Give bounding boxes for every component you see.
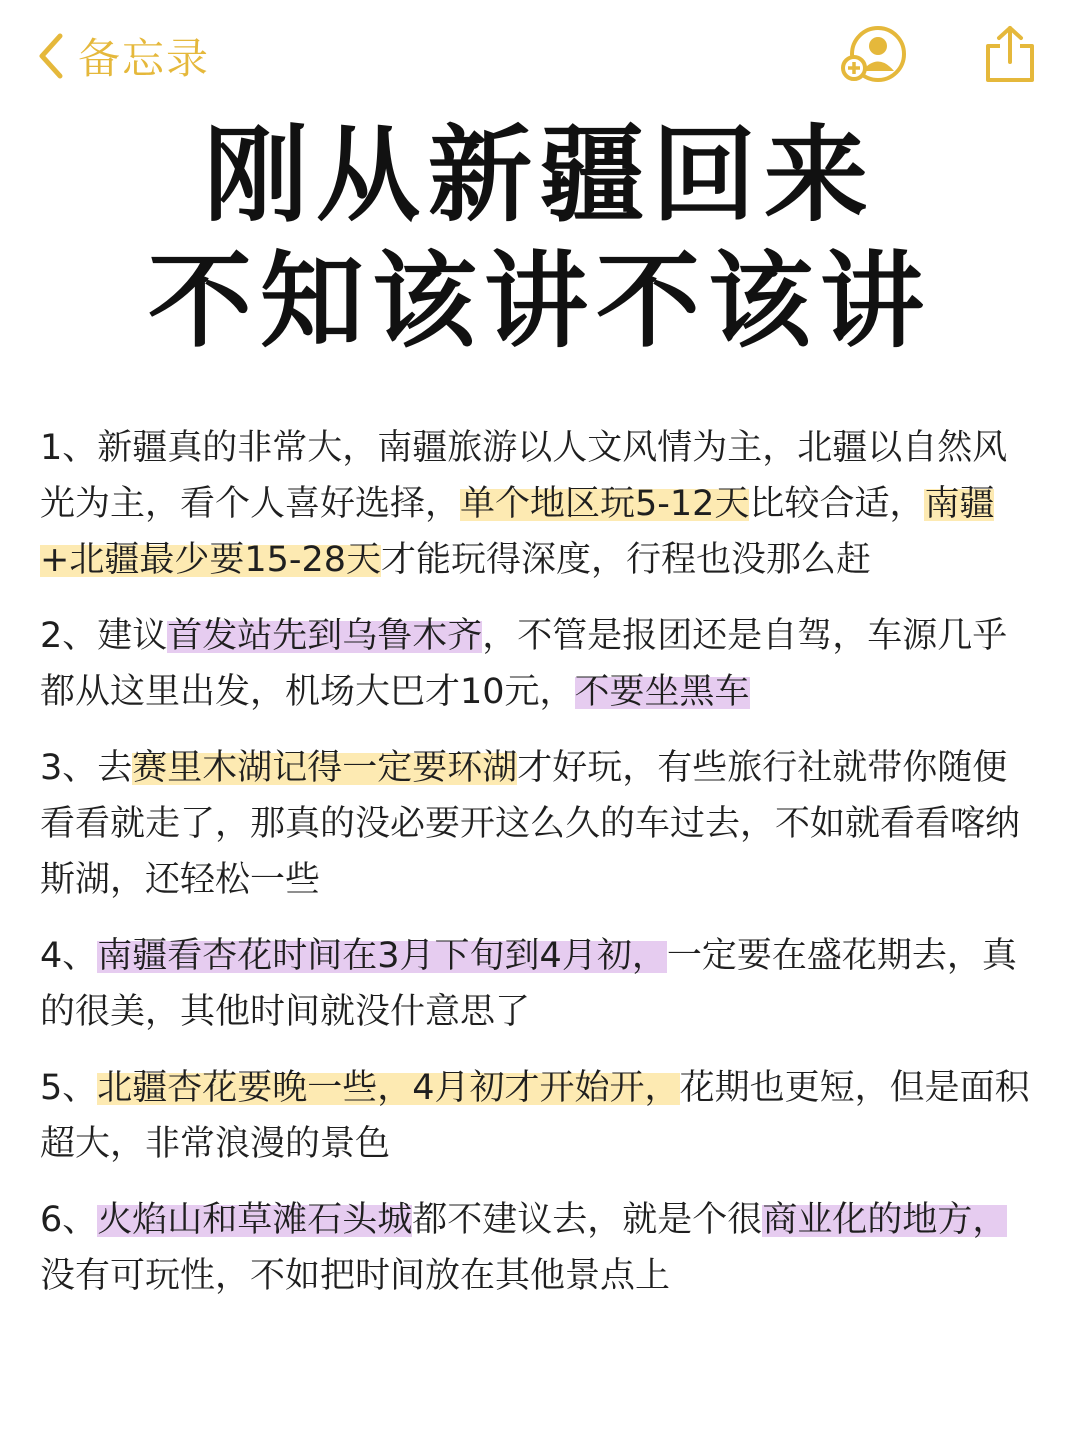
highlighted-text: 火焰山和草滩石头城	[97, 1200, 413, 1240]
back-label: 备忘录	[78, 34, 211, 83]
note-item-1	[40, 420, 1040, 588]
note-text: 才好玩，有些旅行社就带你随便看看就走了，那真的没必要开这么久的车过去，不如就看看喀纳斯湖，还轻松一些	[40, 748, 1021, 900]
note-text: 才能玩得深度，行程也没那么赶	[381, 540, 872, 580]
add-person-icon	[840, 26, 910, 86]
note-text: 一定要在盛花期去，真的很美，其他时间就没什意思了	[40, 936, 1017, 1032]
highlighted-text: 商业化的地方，	[762, 1200, 1008, 1240]
highlighted-text: 南疆+北疆最少要15-28天	[40, 484, 995, 580]
back-button[interactable]	[38, 28, 210, 84]
note-text: 2、建议	[40, 616, 168, 656]
title-line-2: 不知该讲不该讲	[147, 240, 932, 362]
note-body	[40, 420, 1040, 1324]
note-text: 没有可玩性，不如把时间放在其他景点上	[40, 1256, 671, 1296]
note-text: 4、	[40, 936, 98, 976]
nav-bar	[0, 0, 1080, 110]
note-item-6	[40, 1192, 1040, 1304]
highlighted-text: 单个地区玩5-12天	[460, 484, 750, 524]
note-item-5	[40, 1060, 1040, 1172]
note-item-3	[40, 740, 1040, 908]
highlighted-text: 南疆看杏花时间在3月下旬到4月初，	[97, 936, 667, 976]
note-title	[0, 112, 1080, 364]
add-collaborator-button[interactable]	[840, 26, 910, 86]
note-text: 花期也更短，但是面积超大，非常浪漫的景色	[40, 1068, 1030, 1164]
share-icon	[982, 24, 1038, 86]
highlighted-text: 首发站先到乌鲁木齐	[167, 616, 483, 656]
note-item-2	[40, 608, 1040, 720]
share-button[interactable]	[982, 24, 1038, 86]
highlighted-text: 赛里木湖记得一定要环湖	[132, 748, 518, 788]
note-text: 都不建议去，就是个很	[412, 1200, 763, 1240]
highlighted-text: 不要坐黑车	[574, 672, 750, 712]
note-text: 比较合适，	[749, 484, 925, 524]
highlighted-text: 北疆杏花要晚一些，4月初才开始开，	[97, 1068, 680, 1108]
note-text: ，不管是报团还是自驾，车源几乎都从这里出发，机场大巴才10元，	[40, 616, 1008, 712]
note-text: 5、	[40, 1068, 98, 1108]
note-text: 1、新疆真的非常大，南疆旅游以人文风情为主，北疆以自然风光为主，看个人喜好选择，	[40, 428, 1008, 524]
note-text: 6、	[40, 1200, 98, 1240]
chevron-left-icon	[38, 32, 64, 80]
note-text: 3、去	[40, 748, 133, 788]
title-line-1: 刚从新疆回来	[203, 114, 876, 236]
note-item-4	[40, 928, 1040, 1040]
